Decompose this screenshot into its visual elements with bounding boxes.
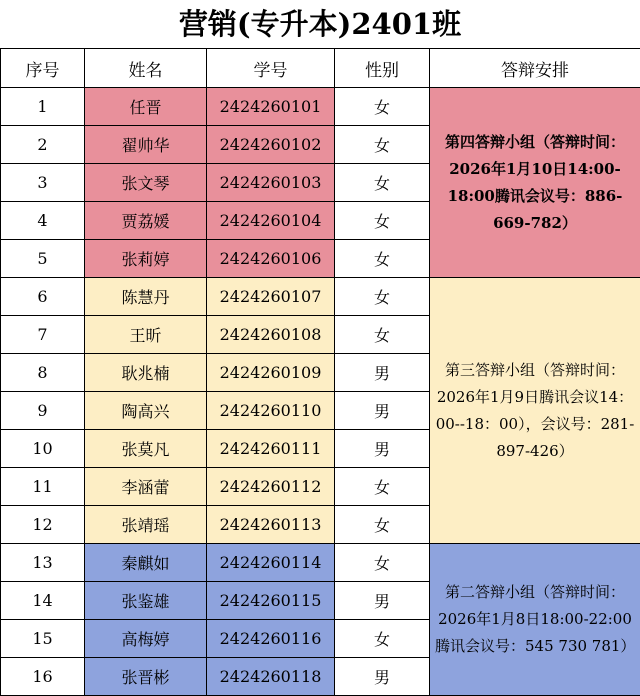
cell-name: 张莉婷 — [85, 240, 207, 278]
cell-no: 4 — [1, 202, 85, 240]
cell-student-id: 2424260110 — [207, 392, 335, 430]
header-gender: 性别 — [335, 49, 430, 88]
cell-gender: 女 — [335, 202, 430, 240]
header-name: 姓名 — [85, 49, 207, 88]
cell-gender: 女 — [335, 88, 430, 126]
cell-student-id: 2424260106 — [207, 240, 335, 278]
page-title: 营销(专升本)2401班 — [0, 0, 640, 48]
cell-name: 张文琴 — [85, 164, 207, 202]
cell-student-id: 2424260103 — [207, 164, 335, 202]
cell-name: 耿兆楠 — [85, 354, 207, 392]
cell-no: 8 — [1, 354, 85, 392]
cell-student-id: 2424260113 — [207, 506, 335, 544]
cell-name: 张晋彬 — [85, 658, 207, 696]
cell-no: 11 — [1, 468, 85, 506]
cell-name: 张莫凡 — [85, 430, 207, 468]
cell-student-id: 2424260118 — [207, 658, 335, 696]
cell-no: 10 — [1, 430, 85, 468]
cell-no: 13 — [1, 544, 85, 582]
cell-student-id: 2424260104 — [207, 202, 335, 240]
cell-name: 张鉴雄 — [85, 582, 207, 620]
header-student-id: 学号 — [207, 49, 335, 88]
cell-gender: 女 — [335, 620, 430, 658]
group-4-arrangement: 第四答辩小组（答辩时间：2026年1月10日14:00-18:00腾讯会议号：886-669-782） — [430, 88, 640, 278]
cell-no: 1 — [1, 88, 85, 126]
header-row — [1, 49, 640, 88]
header-arrangement: 答辩安排 — [430, 49, 640, 88]
cell-student-id: 2424260101 — [207, 88, 335, 126]
header-no: 序号 — [1, 49, 85, 88]
cell-gender: 女 — [335, 240, 430, 278]
cell-gender: 女 — [335, 278, 430, 316]
cell-student-id: 2424260102 — [207, 126, 335, 164]
cell-gender: 男 — [335, 430, 430, 468]
cell-gender: 男 — [335, 392, 430, 430]
cell-student-id: 2424260114 — [207, 544, 335, 582]
cell-name: 秦麒如 — [85, 544, 207, 582]
cell-student-id: 2424260111 — [207, 430, 335, 468]
cell-no: 6 — [1, 278, 85, 316]
cell-no: 14 — [1, 582, 85, 620]
cell-gender: 男 — [335, 658, 430, 696]
cell-name: 王昕 — [85, 316, 207, 354]
cell-no: 16 — [1, 658, 85, 696]
cell-gender: 女 — [335, 544, 430, 582]
cell-name: 陶高兴 — [85, 392, 207, 430]
cell-gender: 女 — [335, 468, 430, 506]
cell-name: 陈慧丹 — [85, 278, 207, 316]
cell-no: 2 — [1, 126, 85, 164]
table-row — [1, 544, 640, 582]
cell-no: 3 — [1, 164, 85, 202]
cell-name: 高梅婷 — [85, 620, 207, 658]
group-3-arrangement: 第三答辩小组（答辩时间：2026年1月9日腾讯会议14：00--18：00），会议号：281-897-426） — [430, 278, 640, 544]
cell-name: 任晋 — [85, 88, 207, 126]
cell-gender: 男 — [335, 354, 430, 392]
cell-gender: 男 — [335, 582, 430, 620]
cell-student-id: 2424260108 — [207, 316, 335, 354]
cell-gender: 女 — [335, 316, 430, 354]
cell-no: 9 — [1, 392, 85, 430]
cell-name: 贾荔媛 — [85, 202, 207, 240]
cell-no: 7 — [1, 316, 85, 354]
cell-name: 李涵蕾 — [85, 468, 207, 506]
table-row — [1, 88, 640, 126]
cell-student-id: 2424260109 — [207, 354, 335, 392]
cell-student-id: 2424260107 — [207, 278, 335, 316]
table-row — [1, 278, 640, 316]
cell-student-id: 2424260115 — [207, 582, 335, 620]
group-2-arrangement: 第二答辩小组（答辩时间：2026年1月8日18:00-22:00腾讯会议号：545 730 781） — [430, 544, 640, 696]
cell-no: 12 — [1, 506, 85, 544]
cell-student-id: 2424260112 — [207, 468, 335, 506]
cell-name: 翟帅华 — [85, 126, 207, 164]
cell-no: 5 — [1, 240, 85, 278]
cell-no: 15 — [1, 620, 85, 658]
cell-gender: 女 — [335, 506, 430, 544]
roster-table — [0, 48, 640, 696]
cell-name: 张靖瑶 — [85, 506, 207, 544]
cell-gender: 女 — [335, 164, 430, 202]
cell-student-id: 2424260116 — [207, 620, 335, 658]
cell-gender: 女 — [335, 126, 430, 164]
